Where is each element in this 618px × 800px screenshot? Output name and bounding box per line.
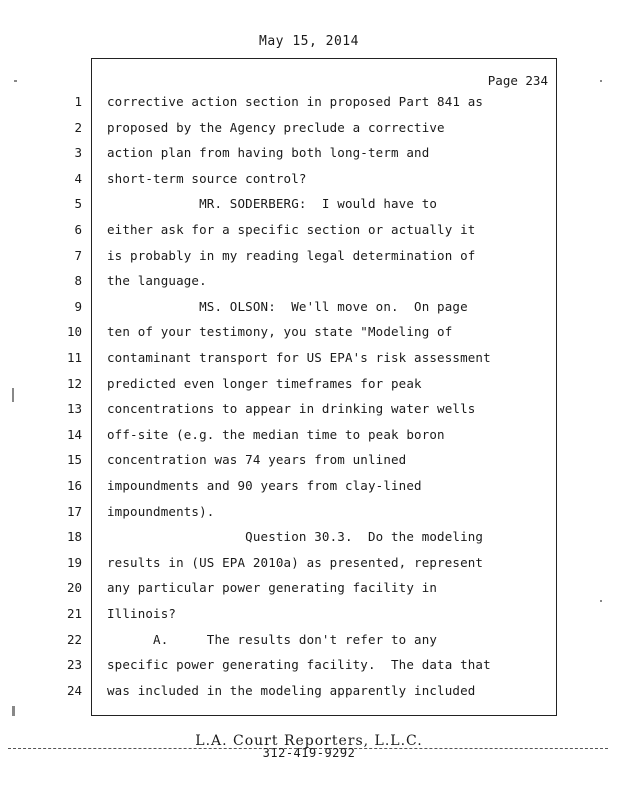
line-number: 9 [74,299,82,314]
scan-mark [12,388,14,402]
line-number: 5 [74,196,82,211]
transcript-line: MS. OLSON: We'll move on. On page [107,299,468,314]
transcript-date: May 15, 2014 [259,34,359,49]
transcript-line: was included in the modeling apparently included [107,683,476,698]
transcript-line: ten of your testimony, you state "Modeling of [107,324,453,339]
transcript-line: concentration was 74 years from unlined [107,452,407,467]
line-number: 18 [66,529,82,544]
line-number: 22 [66,632,82,647]
line-number: 24 [66,683,82,698]
transcript-line: impoundments). [107,504,215,519]
transcript-line: off-site (e.g. the median time to peak boron [107,427,445,442]
line-number: 20 [66,580,82,595]
transcript-line: Question 30.3. Do the modeling [107,529,484,544]
transcript-line: corrective action section in proposed Part 841 as [107,94,484,109]
transcript-line: predicted even longer timeframes for peak [107,376,422,391]
page-number: Page 234 [487,73,548,88]
line-number: 12 [66,376,82,391]
transcript-line: either ask for a specific section or actually it [107,222,476,237]
scan-mark [600,80,602,82]
transcript-line: the language. [107,273,207,288]
transcript-line: MR. SODERBERG: I would have to [107,196,438,211]
transcript-line: contaminant transport for US EPA's risk assessment [107,350,491,365]
transcript-line: impoundments and 90 years from clay-lined [107,478,422,493]
line-number: 6 [74,222,82,237]
line-number: 11 [66,350,82,365]
scan-mark [600,600,602,602]
transcript-line: is probably in my reading legal determination of [107,248,476,263]
line-number: 15 [66,452,82,467]
transcript-line: any particular power generating facility in [107,580,438,595]
scan-mark [14,80,17,82]
transcript-line: concentrations to appear in drinking water wells [107,401,476,416]
line-number: 13 [66,401,82,416]
line-number: 1 [74,94,82,109]
line-number: 10 [66,324,82,339]
line-number: 19 [66,555,82,570]
line-number: 21 [66,606,82,621]
transcript-line: results in (US EPA 2010a) as presented, represent [107,555,484,570]
line-number: 4 [74,171,82,186]
line-number: 2 [74,120,82,135]
transcript-line: proposed by the Agency preclude a corrective [107,120,445,135]
footer-company: L.A. Court Reporters, L.L.C. [195,733,423,749]
line-number: 3 [74,145,82,160]
transcript-line: action plan from having both long-term and [107,145,430,160]
transcript-line: A. The results don't refer to any [107,632,438,647]
line-number: 17 [66,504,82,519]
line-number: 16 [66,478,82,493]
line-number: 7 [74,248,82,263]
line-number: 23 [66,657,82,672]
transcript-line: short-term source control? [107,171,307,186]
scan-mark [12,706,15,716]
footer-phone: 312-419-9292 [262,746,356,760]
line-number: 14 [66,427,82,442]
transcript-line: specific power generating facility. The data that [107,657,491,672]
transcript-line: Illinois? [107,606,177,621]
line-number: 8 [74,273,82,288]
